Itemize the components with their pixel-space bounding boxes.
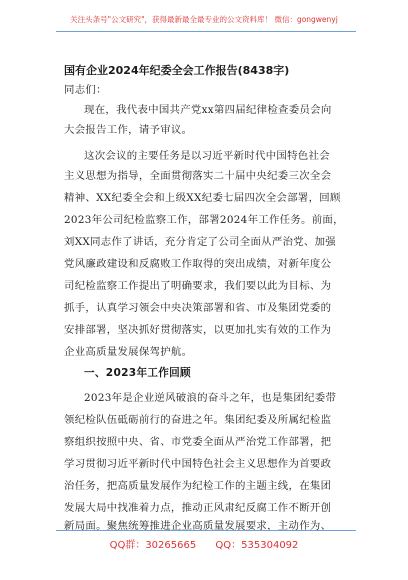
body-line: 精神、XX纪委全会和上级XX纪委七届四次全会部署，回顾: [64, 192, 341, 204]
greeting: 同志们：: [64, 84, 107, 96]
body-line: 学习贯彻习近平新时代中国特色社会主义思想作为首要政: [64, 458, 332, 470]
body-line: 2023年是企业逆风破浪的奋斗之年，也是集团纪委带: [84, 392, 337, 404]
body-line: 大会报告工作，请予审议。: [64, 124, 193, 136]
body-line: 发展大局中找准着力点，推动正风肃纪反腐工作不断开创: [64, 502, 332, 514]
page-footer: [0, 536, 408, 551]
section-heading: 一、2023年工作回顾: [84, 367, 191, 379]
body-line: 治任务，把高质量发展作为纪检工作的主题主线，在集团: [64, 480, 332, 492]
body-line: 安排部署，坚决抓好贯彻落实，以更加扎实有效的工作为: [64, 324, 332, 336]
body-line: 现在，我代表中国共产党xx第四届纪律检查委员会向: [84, 104, 332, 116]
body-line: 主义思想为指导，全面贯彻落实二十届中央纪委三次全会: [64, 170, 332, 182]
footer-qq-contact: QQ：535304092: [215, 540, 299, 551]
document-title: 国有企业2024年纪委全会工作报告(8438字): [64, 64, 290, 77]
body-line: 企业高质量发展保驾护航。: [64, 346, 193, 358]
body-line: 领纪检队伍砥砺前行的奋进之年。集团纪委及所属纪检监: [64, 414, 332, 426]
footer-divider: [56, 530, 356, 531]
body-line: 司纪检监察工作提出了明确要求，我们要以此为目标、为: [64, 280, 332, 292]
body-line: 刘XX同志作了讲话，充分肯定了公司全面从严治党、加强: [64, 236, 336, 248]
body-line: 这次会议的主要任务是以习近平新时代中国特色社会: [84, 150, 330, 162]
page-header: [0, 0, 408, 40]
body-line: 察组织按照中央、省、市党委全面从严治党工作部署，把: [64, 436, 332, 448]
body-line: 党风廉政建设和反腐败工作取得的突出成绩，对新年度公: [64, 258, 332, 270]
header-promo-text: 关注头条号"公文研究"，获得最新最全最专业的公文资料库！ 微信：gongwenyj: [70, 15, 338, 24]
body-line: 2023年公司纪检监察工作，部署2024年工作任务。前面，: [64, 214, 344, 226]
header-divider: [56, 31, 356, 32]
body-line: 抓手，认真学习领会中央决策部署和省、市及集团党委的: [64, 302, 332, 314]
footer-qq-group: QQ群：30265665: [109, 540, 197, 551]
body-line: 新局面。聚焦统筹推进企业高质量发展要求，主动作为、: [64, 520, 332, 532]
